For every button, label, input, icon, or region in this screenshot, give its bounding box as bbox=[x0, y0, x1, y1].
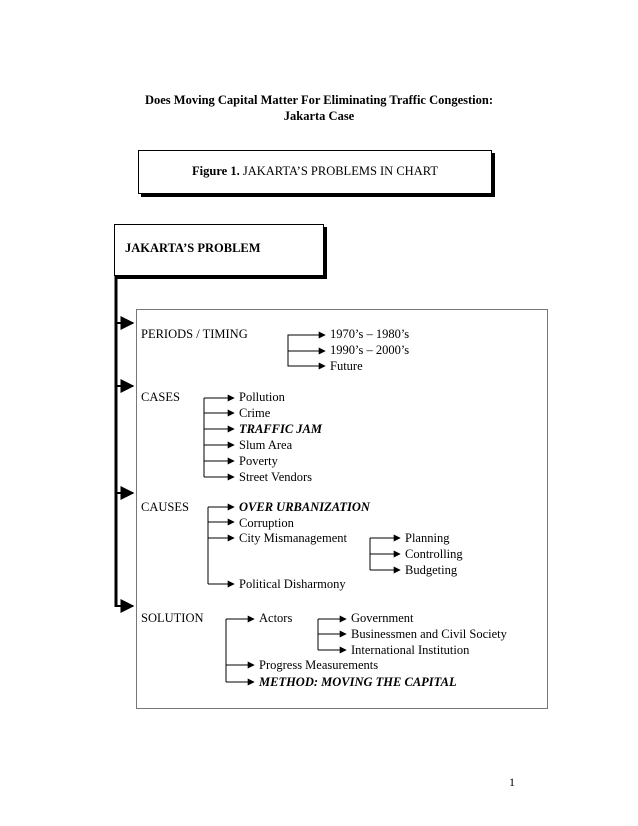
solution-label: SOLUTION bbox=[141, 611, 204, 625]
solution-item-highlight: METHOD: MOVING THE CAPITAL bbox=[259, 675, 457, 689]
cause-item-highlight: OVER URBANIZATION bbox=[239, 500, 370, 514]
cases-label: CASES bbox=[141, 390, 180, 404]
document-title-line1: Does Moving Capital Matter For Eliminating Traffic Congestion: bbox=[144, 93, 493, 107]
document-title-line2: Jakarta Case bbox=[283, 109, 355, 123]
page-number: 1 bbox=[509, 775, 515, 789]
figure-caption-text: JAKARTA’S PROBLEMS IN CHART bbox=[242, 164, 438, 178]
case-item: Poverty bbox=[239, 454, 278, 468]
period-item: 1990’s – 2000’s bbox=[330, 343, 410, 357]
root-problem-label: JAKARTA’S PROBLEM bbox=[125, 241, 261, 255]
actor-item: International Institution bbox=[351, 643, 470, 657]
case-item: Crime bbox=[239, 406, 271, 420]
cause-item: Political Disharmony bbox=[239, 577, 346, 591]
mismanagement-item: Budgeting bbox=[405, 563, 458, 577]
actor-item: Government bbox=[351, 611, 414, 625]
cause-item: Corruption bbox=[239, 516, 294, 530]
case-item: Street Vendors bbox=[239, 470, 313, 484]
case-item: Slum Area bbox=[239, 438, 293, 452]
causes-label: CAUSES bbox=[141, 500, 189, 514]
case-item: Pollution bbox=[239, 390, 285, 404]
period-item: 1970’s – 1980’s bbox=[330, 327, 410, 341]
periods-label: PERIODS / TIMING bbox=[141, 327, 248, 341]
cause-item: City Mismanagement bbox=[239, 531, 347, 545]
figure-label: Figure 1. bbox=[192, 164, 240, 178]
mismanagement-item: Controlling bbox=[405, 547, 463, 561]
period-item: Future bbox=[330, 359, 363, 373]
case-item-highlight: TRAFFIC JAM bbox=[239, 422, 323, 436]
solution-item: Actors bbox=[259, 611, 293, 625]
actor-item: Businessmen and Civil Society bbox=[351, 627, 507, 641]
mismanagement-item: Planning bbox=[405, 531, 450, 545]
solution-item: Progress Measurements bbox=[259, 658, 379, 672]
